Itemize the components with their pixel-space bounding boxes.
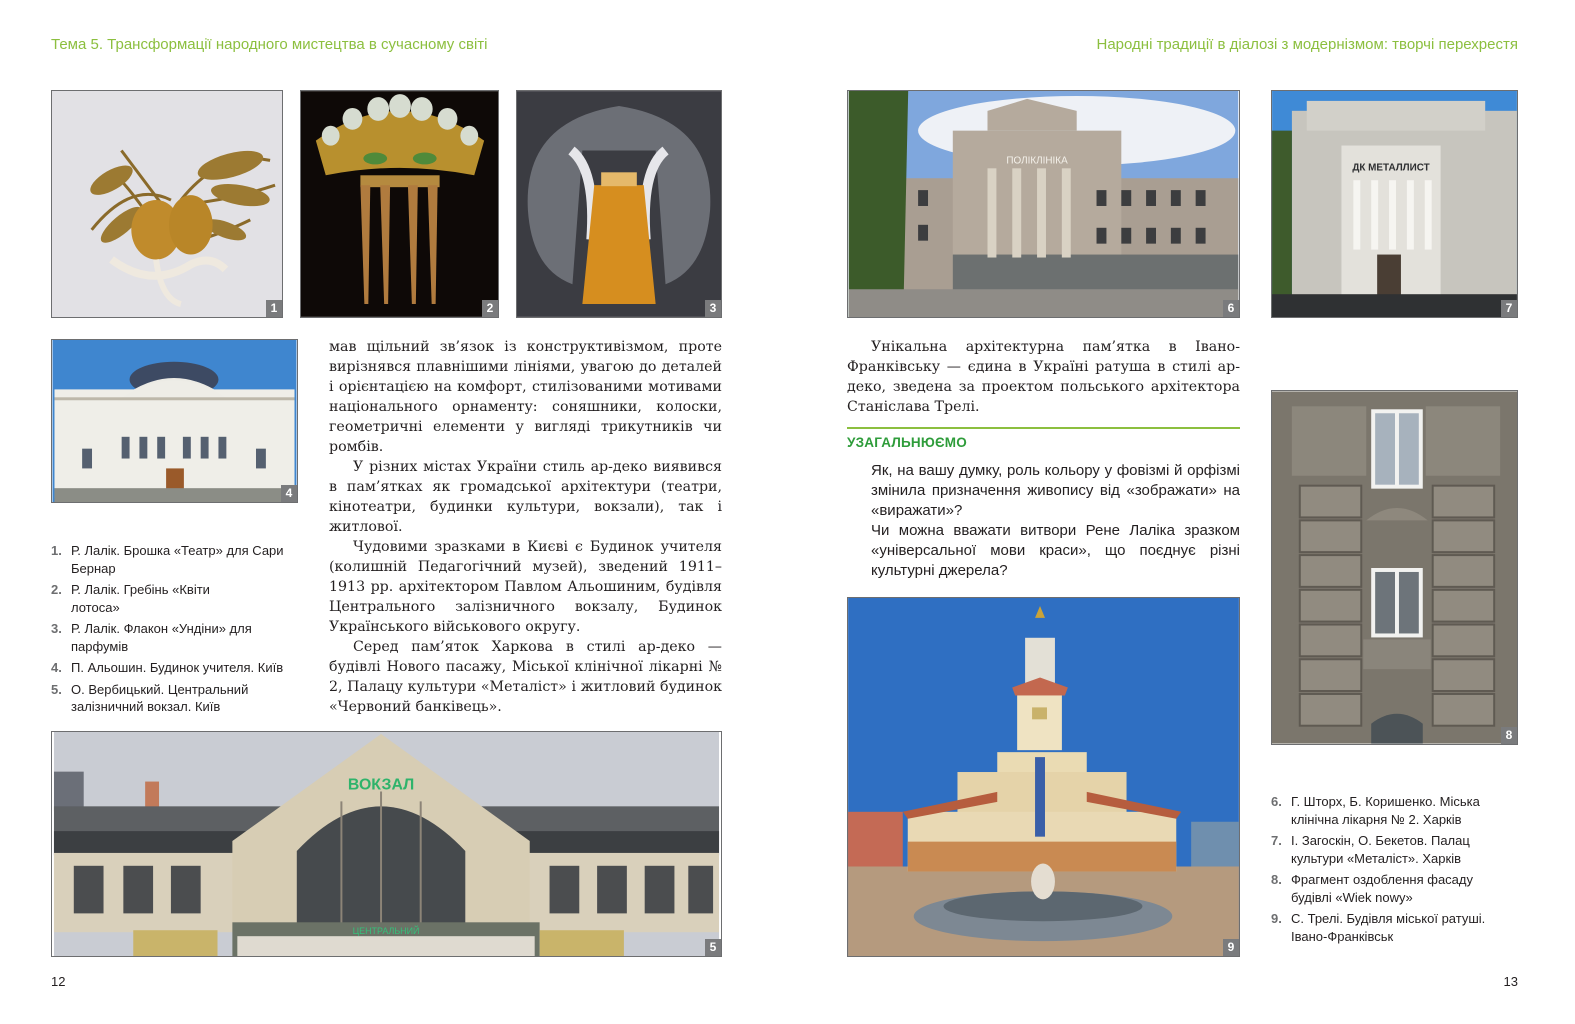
figure-6-hospital-photo [847, 90, 1240, 318]
figure-1-brooch-photo [51, 90, 283, 318]
caption-item [51, 542, 301, 577]
caption-item [1271, 871, 1521, 906]
teachers-house-image [52, 340, 297, 502]
figure-number-badge: 5 [705, 939, 721, 956]
perfume-bottle-image [517, 91, 721, 317]
question: Чи можна вважати витвори Рене Лаліка зразком «універсальної мови краси», що поєднує різні культурні джерела? [871, 522, 1240, 579]
caption-number: 6. [1271, 794, 1282, 809]
left-captions-list [51, 542, 301, 720]
comb-image [301, 91, 498, 317]
paragraph: У різних містах України стиль ар-деко виявився в пам’ятках як громадської архітектури (театри, кінотеатри, будинки культури, вокзали), так і житлової. [329, 459, 722, 535]
caption-text: Р. Лалік. Флакон «Ундіни» для парфумів [71, 621, 252, 654]
figure-number-badge: 3 [705, 300, 721, 317]
caption-text: Фрагмент оздоблення фасаду будівлі «Wiek nowy» [1291, 872, 1473, 905]
figure-5-railway-station-photo [51, 731, 722, 957]
figure-number-badge: 2 [482, 300, 498, 317]
figure-number-badge: 8 [1501, 727, 1517, 744]
caption-number: 4. [51, 660, 62, 675]
left-running-head: Тема 5. Трансформації народного мистецтва в сучасному світі [51, 36, 488, 53]
caption-text: С. Трелі. Будівля міської ратуші. Івано-Франківськ [1291, 911, 1486, 944]
caption-item [51, 581, 301, 616]
caption-item [1271, 910, 1521, 945]
facade-image [1272, 391, 1517, 744]
summary-questions [871, 461, 1240, 581]
caption-number: 9. [1271, 911, 1282, 926]
caption-item [1271, 793, 1521, 828]
figure-number-badge: 9 [1223, 939, 1239, 956]
caption-text: О. Вербицький. Центральний залізничний вокзал. Київ [71, 681, 249, 714]
paragraph: мав щільний зв’язок із конструктивізмом, проте вирізнявся плавнішими лініями, увагою до деталей і орієнтацією на комфорт, стилізованими мотивами національного орнаменту: соняшники, колоски, геометричні елементи у вигляді трикутників чи ромбів. [329, 339, 722, 455]
station-sign: ВОКЗАЛ [347, 776, 415, 794]
question: Як, на вашу думку, роль кольору у фовізмі й орфізмі змінила призначення живопису від «зображати» на «виражати»? [871, 462, 1240, 519]
figure-number-badge: 6 [1223, 300, 1239, 317]
caption-text: Г. Шторх, Б. Коришенко. Міська клінічна лікарня № 2. Харків [1291, 794, 1480, 827]
railway-station-image [52, 732, 721, 956]
figure-2-comb-photo [300, 90, 499, 318]
figure-number-badge: 4 [281, 485, 297, 502]
town-hall-image [848, 598, 1239, 956]
left-page-number: 12 [51, 974, 66, 989]
metalist-image [1272, 91, 1517, 317]
right-body-text [847, 337, 1240, 417]
caption-item [51, 681, 301, 716]
paragraph: Серед пам’яток Харкова в стилі ар-деко — будівлі Нового пасажу, Міської клінічної лікарні № 2, Палацу культури «Металіст» і житловий будинок «Червоний банківець». [329, 639, 722, 715]
caption-text: Р. Лалік. Гребінь «Квіти лотоса» [71, 582, 210, 615]
brooch-image [52, 91, 282, 317]
right-running-head: Народні традиції в діалозі з модернізмом: творчі перехрестя [1096, 36, 1518, 53]
caption-item [51, 659, 301, 677]
right-captions-list [1271, 793, 1521, 949]
summary-divider [847, 427, 1240, 429]
metalist-sign: ДК МЕТАЛЛИСТ [1352, 162, 1430, 174]
polyclinic-sign: ПОЛІКЛІНІКА [1006, 155, 1068, 167]
figure-3-perfume-photo [516, 90, 722, 318]
paragraph: Унікальна архітектурна пам’ятка в Івано-Франківську — єдина в Україні ратуша в стилі ар-деко, зведена за проектом польського архітектора Станіслава Трелі. [847, 339, 1240, 415]
figure-number-badge: 7 [1501, 300, 1517, 317]
caption-item [1271, 832, 1521, 867]
caption-number: 1. [51, 543, 62, 558]
right-page-number: 13 [1503, 974, 1518, 989]
figure-4-teachers-house-photo [51, 339, 298, 503]
caption-text: І. Загоскін, О. Бекетов. Палац культури «Металіст». Харків [1291, 833, 1470, 866]
left-body-text [329, 337, 722, 717]
summary-heading: УЗАГАЛЬНЮЄМО [847, 435, 967, 450]
caption-item [51, 620, 301, 655]
caption-number: 3. [51, 621, 62, 636]
caption-number: 2. [51, 582, 62, 597]
station-canopy-sign: ЦЕНТРАЛЬНИЙ [352, 926, 420, 937]
figure-number-badge: 1 [266, 300, 282, 317]
caption-number: 7. [1271, 833, 1282, 848]
caption-text: П. Альошин. Будинок учителя. Київ [71, 660, 284, 675]
figure-9-town-hall-photo [847, 597, 1240, 957]
caption-number: 5. [51, 681, 62, 697]
caption-text: Р. Лалік. Брошка «Театр» для Сари Бернар [71, 543, 284, 576]
figure-8-facade-photo [1271, 390, 1518, 745]
caption-number: 8. [1271, 872, 1282, 887]
figure-7-metalist-photo [1271, 90, 1518, 318]
paragraph: Чудовими зразками в Києві є Будинок учителя (колишній Педагогічний музей), зведений 1911–1913 рр. архітектором Павлом Альошиним, будівля Центрального залізничного вокзалу, Будинок Українського військового округу. [329, 539, 722, 635]
hospital-image [848, 91, 1239, 317]
